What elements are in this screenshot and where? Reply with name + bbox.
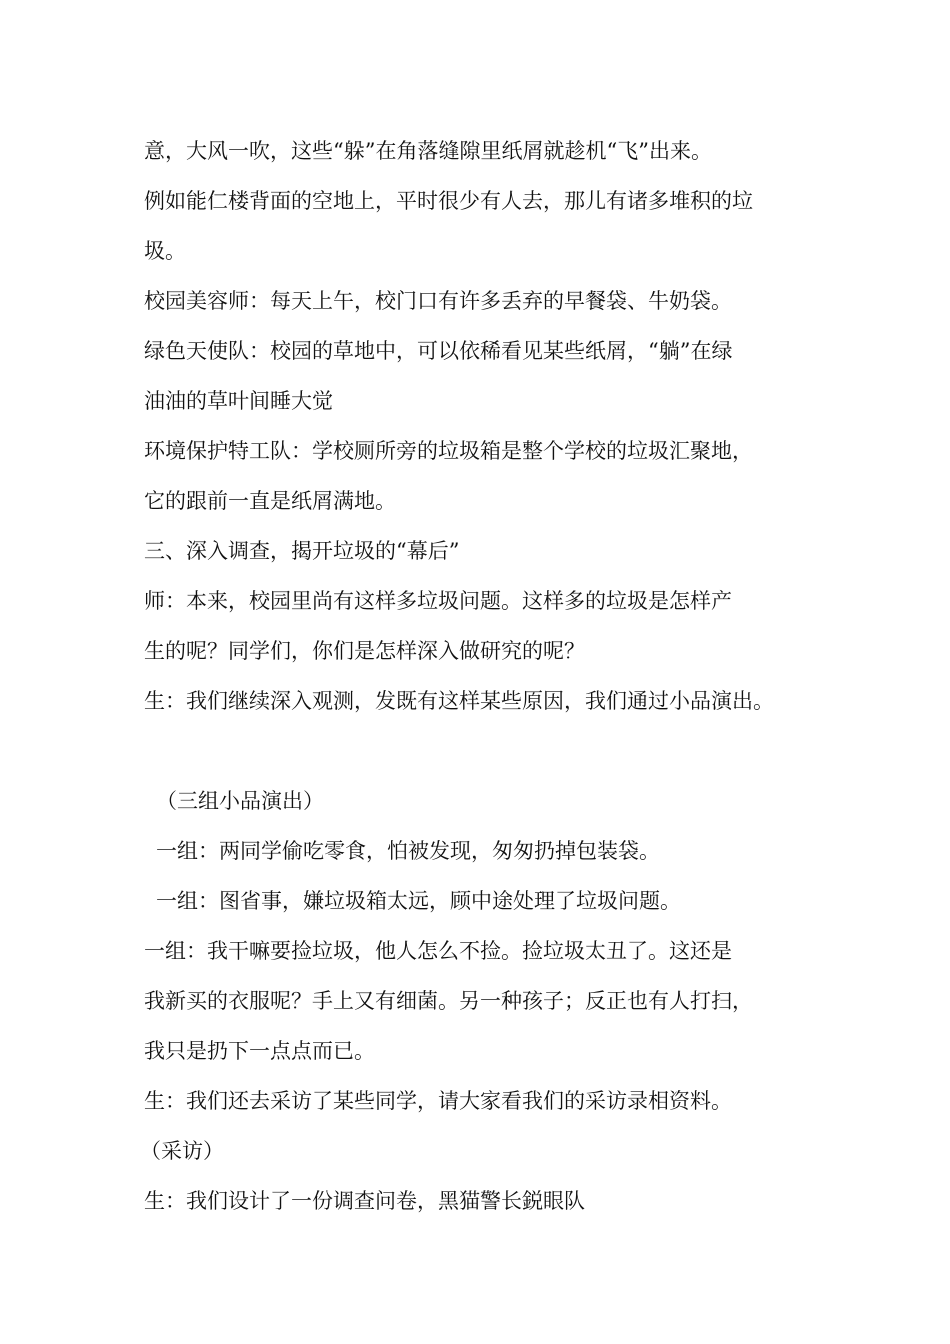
paragraph-line: 它的跟前一直是纸屑满地。	[144, 489, 396, 513]
paragraph-line: 一组：两同学偷吃零食，怕被发现，匆匆扔掉包装袋。	[156, 839, 660, 863]
paragraph-line: （采访）	[140, 1139, 224, 1163]
paragraph-line: 我只是扔下一点点而已。	[144, 1039, 375, 1063]
paragraph-line: 师：本来，校园里尚有这样多垃圾问题。这样多的垃圾是怎样产	[144, 589, 732, 613]
section-heading: 三、深入调查，揭开垃圾的“幕后”	[144, 539, 460, 563]
paragraph-line: 意，大风一吹，这些“躲”在角落缝隙里纸屑就趁机“飞”出来。	[144, 139, 712, 163]
paragraph-line: 生：我们还去采访了某些同学，请大家看我们的采访录相资料。	[144, 1089, 732, 1113]
paragraph-line: 生的呢？同学们，你们是怎样深入做研究的呢？	[144, 639, 585, 663]
paragraph-line: 生：我们继续深入观测，发既有这样某些原因，我们通过小品演出。	[144, 689, 774, 713]
paragraph-line: 圾。	[144, 239, 186, 263]
paragraph-line: 绿色天使队：校园的草地中，可以依稀看见某些纸屑，“躺”在绿	[144, 339, 733, 363]
paragraph-line: （三组小品演出）	[156, 789, 324, 813]
paragraph-line: 生：我们设计了一份调查问卷，黑猫警长鋭眼队	[144, 1189, 585, 1213]
paragraph-line: 油油的草叶间睡大觉	[144, 389, 333, 413]
paragraph-line: 环境保护特工队：学校厕所旁的垃圾箱是整个学校的垃圾汇聚地，	[144, 439, 753, 463]
paragraph-line: 我新买的衣服呢？手上又有细菌。另一种孩子；反正也有人打扫，	[144, 989, 753, 1013]
paragraph-line: 校园美容师：每天上午，校门口有许多丢弃的早餐袋、牛奶袋。	[144, 289, 732, 313]
paragraph-line: 一组：我干嘛要捡垃圾，他人怎么不捡。捡垃圾太丑了。这还是	[144, 939, 732, 963]
paragraph-line: 例如能仁楼背面的空地上，平时很少有人去，那儿有诸多堆积的垃	[144, 189, 753, 213]
paragraph-line: 一组：图省事，嫌垃圾箱太远，顾中途处理了垃圾问题。	[156, 889, 681, 913]
